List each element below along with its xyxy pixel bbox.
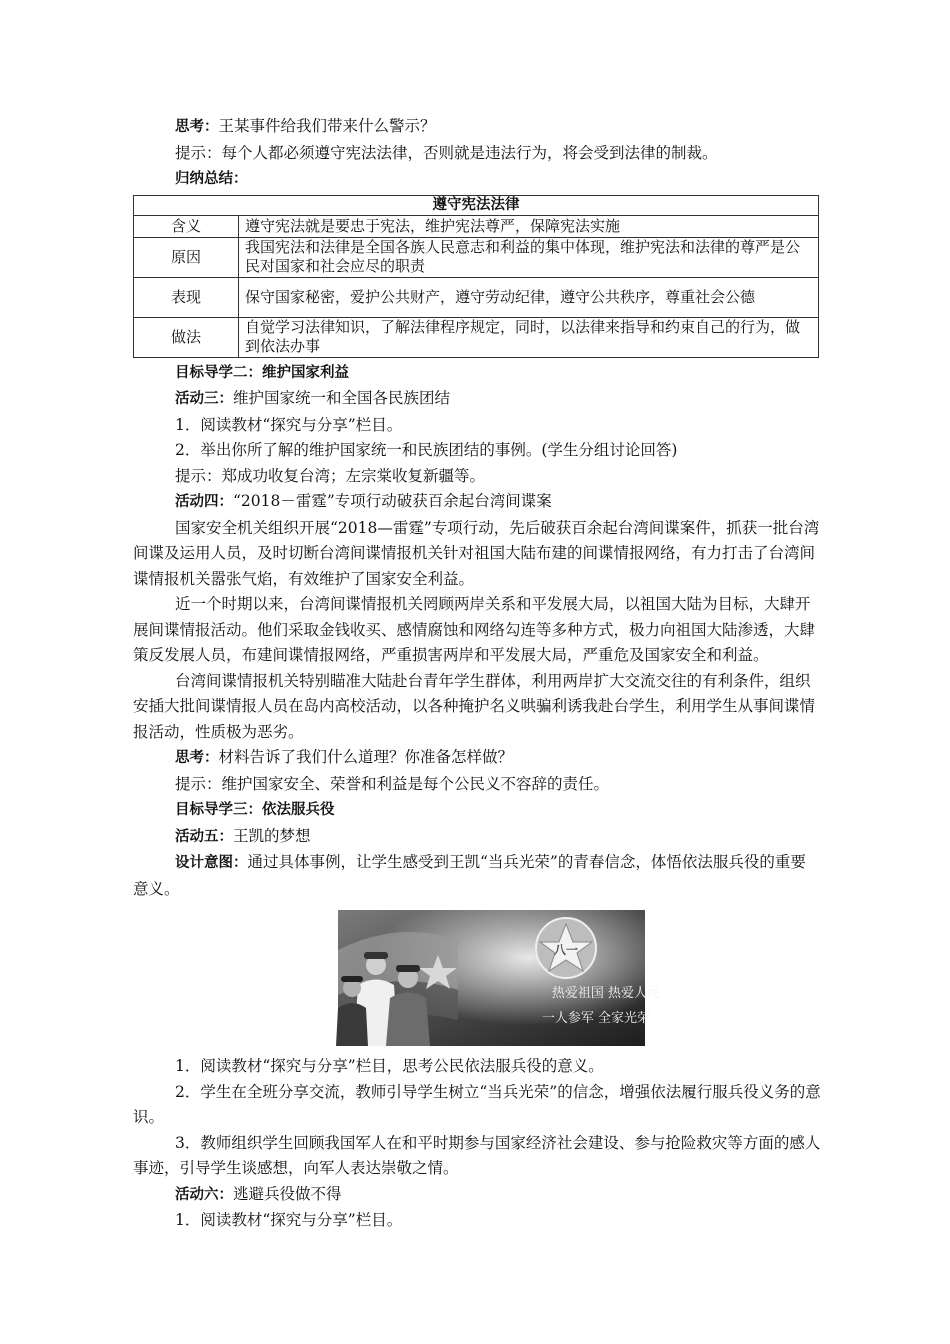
paragraph: 3．教师组织学生回顾我国军人在和平时期参与国家经济社会建设、参与抢险救灾等方面的感人事迹，引导学生谈感想，向军人表达崇敬之情。: [133, 1133, 821, 1177]
paragraph: 活动四：“2018－雷霆”专项行动破获百余起台湾间谍案: [175, 492, 552, 510]
section-heading: 目标导学二：维护国家利益: [175, 364, 349, 381]
paragraph: 1．阅读教材“探究与分享”栏目，思考公民依法服兵役的意义。: [175, 1057, 604, 1075]
paragraph-label: 思考：: [175, 119, 219, 135]
paragraph: 提示：维护国家安全、荣誉和利益是每个公民义不容辞的责任。: [175, 774, 610, 793]
paragraph: 近一个时期以来，台湾间谍情报机关罔顾两岸关系和平发展大局，以祖国大陆为目标，大肆开展间谍情报活动。他们采取金钱收买、感情腐蚀和网络勾连等多种方式，极力向祖国大陆渗透，大肆策反发展人员，布建间谍情报网络，严重损害两岸和平发展大局，严重危及国家安全和利益。: [133, 595, 816, 664]
table-row: [134, 215, 819, 237]
table-row-text: 保守国家秘密，爱护公共财产，遵守劳动纪律，遵守公共秩序，尊重社会公德: [239, 277, 819, 317]
document-body: [133, 114, 821, 1234]
paragraph: 提示：郑成功收复台湾；左宗棠收复新疆等。: [175, 466, 486, 485]
paragraph: 2．学生在全班分享交流，教师引导学生树立“当兵光荣”的信念，增强依法履行服兵役义务的意识。: [133, 1082, 821, 1126]
poster-caption-top: 热爱祖国 热爱人民: [551, 986, 661, 1001]
section-heading: 目标导学三：依法服兵役: [175, 802, 335, 818]
paragraph: 活动五：王凯的梦想: [175, 826, 311, 845]
military-poster-image: [338, 910, 661, 1046]
paragraph: 设计意图：通过具体事例，让学生感受到王凯“当兵光荣”的青春信念，体悟依法服兵役的重要意义。: [133, 853, 806, 898]
table-row-text: 自觉学习法律知识，了解法律程序规定，同时，以法律来指导和约束自己的行为，做到依法办事: [239, 317, 819, 357]
table-row-label: 原因: [134, 237, 239, 277]
table-row-text: 遵守宪法就是要忠于宪法，维护宪法尊严，保障宪法实施: [239, 215, 819, 237]
summary-table: [133, 195, 819, 358]
table-row: [134, 237, 819, 277]
paragraph: 2．举出你所了解的维护国家统一和民族团结的事例。(学生分组讨论回答): [175, 441, 678, 459]
table-row-label: 含义: [134, 215, 239, 237]
paragraph: 活动六：逃避兵役做不得: [175, 1184, 342, 1203]
table-row: [134, 317, 819, 357]
paragraph: 1．阅读教材“探究与分享”栏目。: [175, 1211, 403, 1229]
emblem-text: 八一: [553, 943, 579, 957]
table-row-label: 做法: [134, 317, 239, 357]
paragraph: 国家安全机关组织开展“2018—雷霆”专项行动，先后破获百余起台湾间谍案件，抓获一批台湾间谍及运用人员，及时切断台湾间谍情报机关针对祖国大陆布建的间谍情报网络，有力打击了台湾间谍情报机关嚣张气焰，有效维护了国家安全利益。: [133, 518, 820, 588]
paragraph: 台湾间谍情报机关特别瞄准大陆赴台青年学生群体，利用两岸扩大交流交往的有利条件，组织安插大批间谍情报人员在岛内高校活动，以各种掩护名义哄骗利诱我赴台学生，利用学生从事间谍情报活动，性质极为恶劣。: [133, 671, 816, 741]
paragraph: 思考：材料告诉了我们什么道理？你准备怎样做？: [175, 748, 514, 766]
paragraph: [133, 166, 821, 193]
table-title: 遵守宪法法律: [134, 195, 819, 215]
paragraph: 提示：每个人都必须遵守宪法法律，否则就是违法行为，将会受到法律的制裁。: [175, 143, 718, 162]
paragraph: 1．阅读教材“探究与分享”栏目。: [175, 415, 403, 434]
poster-caption-bottom: 一人参军 全家光荣: [541, 1011, 651, 1026]
paragraph: 活动三：维护国家统一和全国各民族团结: [175, 389, 451, 407]
paragraph-label: 归纳总结：: [175, 171, 248, 187]
table-row-text: 我国宪法和法律是全国各族人民意志和利益的集中体现，维护宪法和法律的尊严是公民对国家和社会应尽的职责: [239, 237, 819, 277]
table-row: [134, 277, 819, 317]
paragraph: 思考：王某事件给我们带来什么警示？: [175, 117, 436, 135]
table-row-label: 表现: [134, 277, 239, 317]
